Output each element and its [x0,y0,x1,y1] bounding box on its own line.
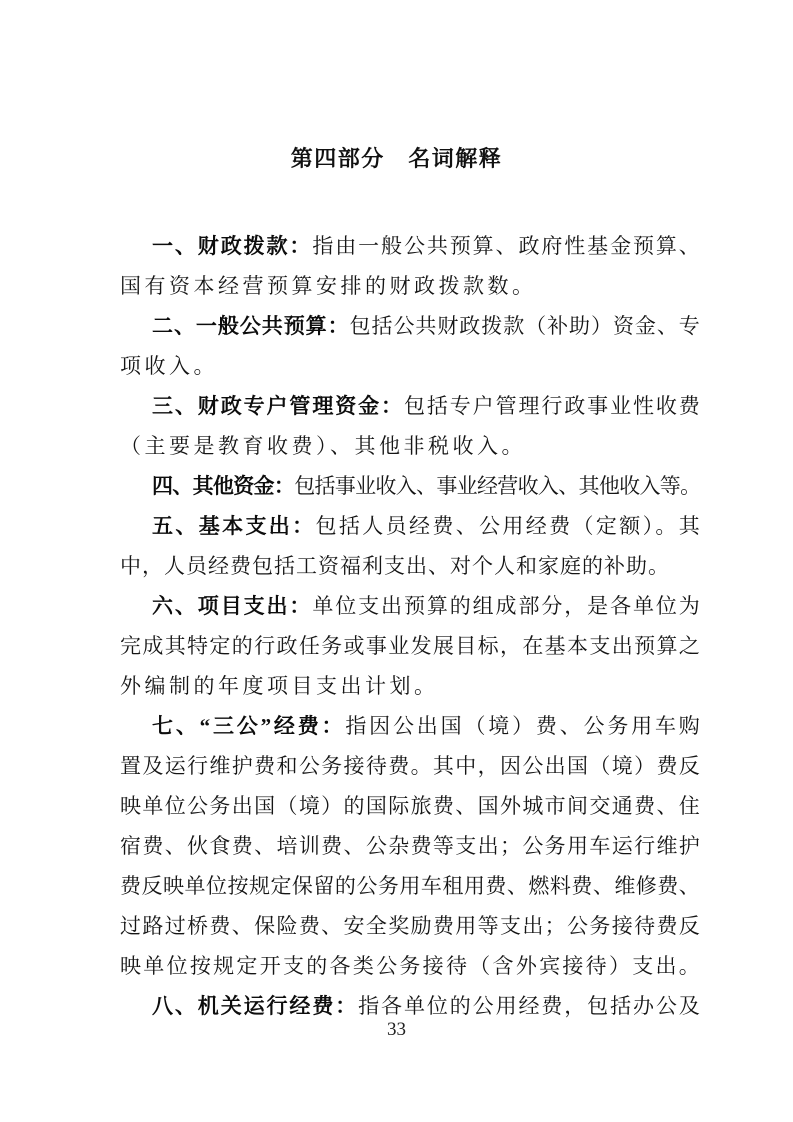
line-text: 项收入。 [120,354,218,378]
text-line [120,266,700,306]
term-label: 二、一般公共预算： [152,314,350,338]
line-text: 过路过桥费、保险费、安全奖励费用等支出；公务接待费反 [120,914,700,938]
line-text: 费反映单位按规定保留的公务用车租用费、燃料费、维修费、 [120,874,700,898]
text-line [120,506,700,546]
term-label: 六、项目支出： [152,594,313,618]
text-line [120,386,700,426]
line-text: 包括人员经费、公用经费（定额）。其 [315,514,700,538]
text-line [120,306,700,346]
text-line [120,906,700,946]
line-text: 中，人员经费包括工资福利支出、对个人和家庭的补助。 [120,554,670,578]
line-text: 包括专户管理行政事业性收费 [403,394,700,418]
line-text: 映单位公务出国（境）的国际旅费、国外城市间交通费、住 [120,794,700,818]
text-line [120,546,700,586]
line-text: 包括事业收入、事业经营收入、其他收入等。 [294,474,700,498]
term-label: 三、财政专户管理资金： [152,394,404,418]
text-line [120,226,700,266]
term-label: 四、其他资金： [152,474,295,498]
line-text: 指因公出国（境）费、公务用车购 [345,714,700,738]
line-text: 映单位按规定开支的各类公务接待（含外宾接待）支出。 [120,954,700,978]
line-text: 单位支出预算的组成部分，是各单位为 [312,594,700,618]
text-line [120,786,700,826]
line-text: 国有资本经营预算安排的财政拨款数。 [120,274,537,298]
term-label: 一、财政拨款： [152,234,313,258]
term-label: 五、基本支出： [152,514,316,538]
text-line [120,426,700,466]
text-line [120,706,700,746]
line-text: 置及运行维护费和公务接待费。其中，因公出国（境）费反 [120,754,700,778]
text-line [120,666,700,706]
line-text: （主要是教育收费）、其他非税收入。 [120,434,526,458]
text-line [120,626,700,666]
line-text: 指由一般公共预算、政府性基金预算、 [312,234,700,258]
text-line [120,866,700,906]
text-line [120,746,700,786]
line-text: 外编制的年度项目支出计划。 [120,674,439,698]
line-text: 宿费、伙食费、培训费、公杂费等支出；公务用车运行维护 [120,834,700,858]
text-line [120,946,700,986]
page-number: 33 [387,1019,406,1040]
text-line [120,586,700,626]
term-label: 八、机关运行经费： [152,994,359,1018]
line-text: 指各单位的公用经费，包括办公及 [358,994,700,1018]
text-line [120,826,700,866]
term-label: 七、“三公”经费： [152,714,346,738]
line-text: 完成其特定的行政任务或事业发展目标，在基本支出预算之 [120,634,700,658]
text-line [120,466,700,506]
section-title: 第四部分 名词解释 [290,146,503,171]
document-body [120,226,700,1026]
line-text: 包括公共财政拨款（补助）资金、专 [349,314,700,338]
text-line [120,346,700,386]
